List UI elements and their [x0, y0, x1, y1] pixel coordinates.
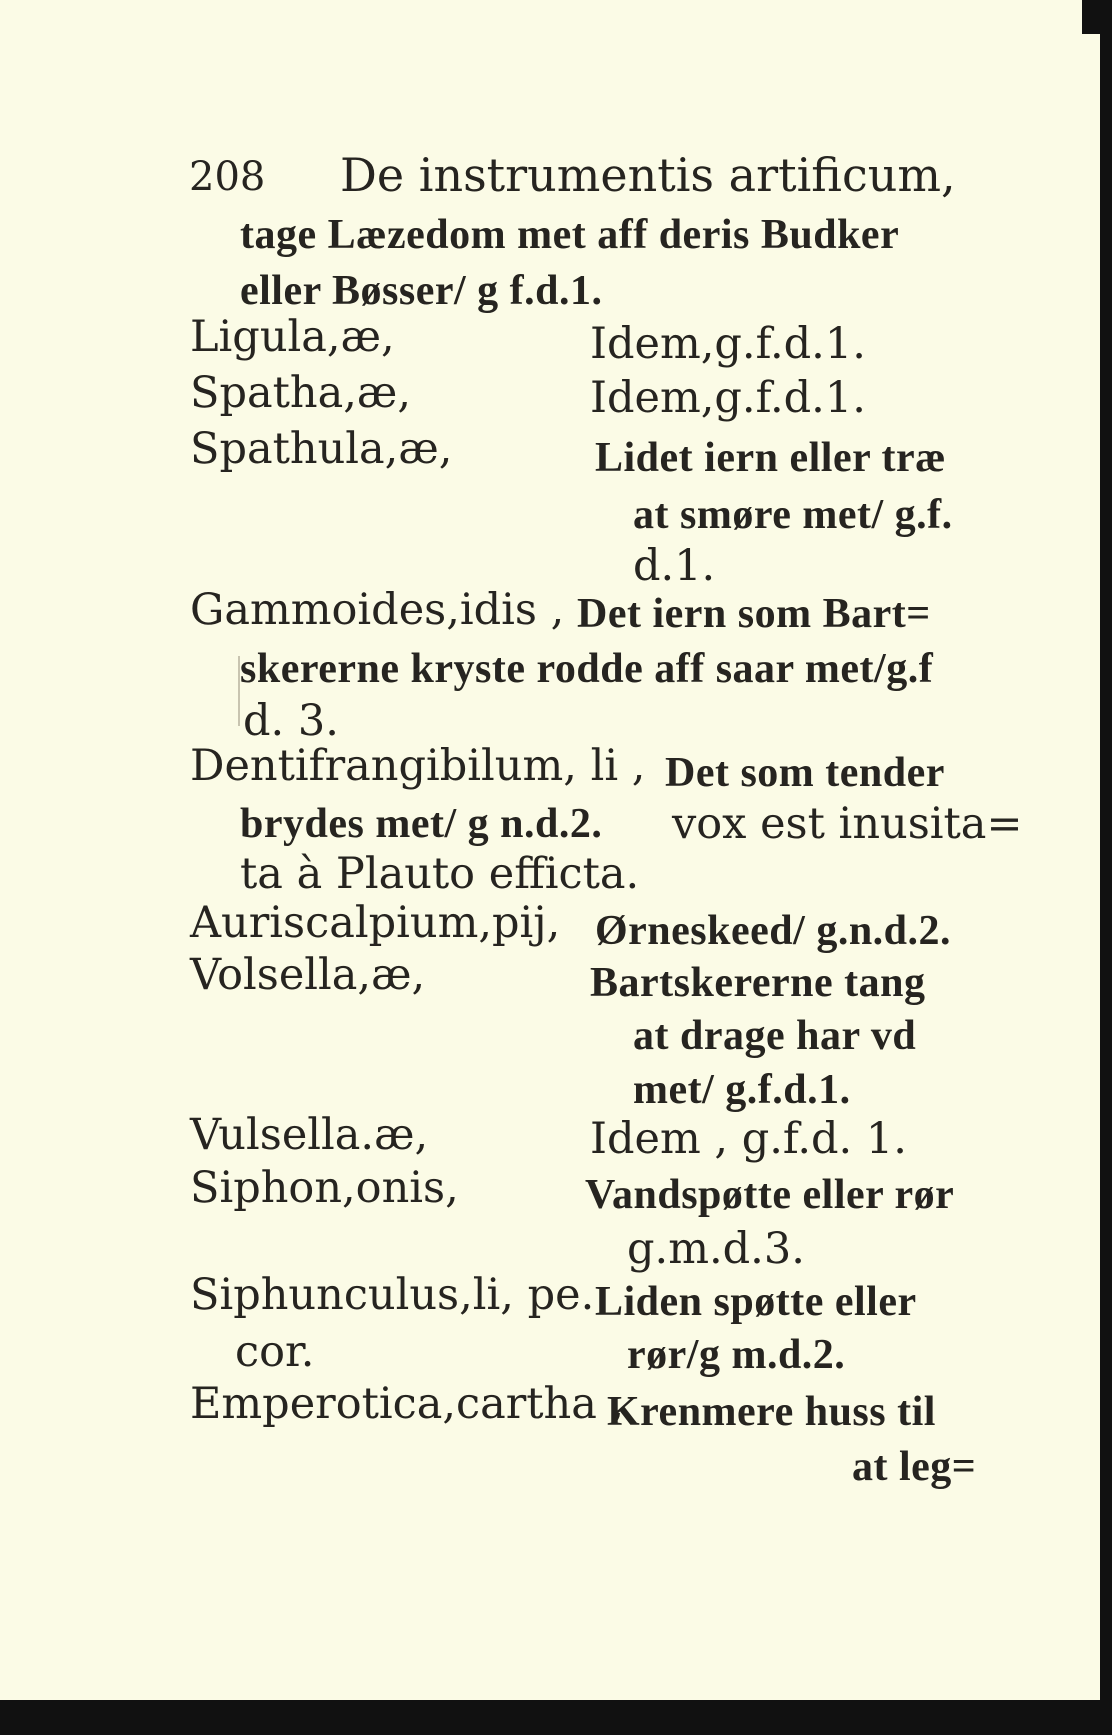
scan-border-right — [1100, 0, 1112, 1735]
entry-gloss: met/ g.f.d.1. — [633, 1067, 851, 1113]
print-rule — [238, 656, 240, 726]
entry-term: Spathula,æ, — [190, 424, 453, 474]
text-line: eller Bøsser/ g f.d.1. — [240, 268, 603, 314]
entry-term: Emperotica,cartha , — [190, 1379, 625, 1429]
entry-term: Volsella,æ, — [190, 950, 426, 1000]
entry-gloss: Idem,g.f.d.1. — [590, 319, 866, 369]
entry-gloss: rør/g m.d.2. — [627, 1332, 846, 1378]
entry-term: Siphunculus,li, pe. — [190, 1270, 595, 1320]
entry-term: cor. — [235, 1327, 315, 1377]
entry-gloss: d. 3. — [243, 696, 339, 746]
entry-term: Siphon,onis, — [190, 1163, 459, 1213]
entry-gloss: skererne kryste rodde aff saar met/g.f — [240, 646, 934, 692]
catchword: at leg= — [852, 1444, 977, 1490]
running-title: De instrumentis artificum, — [340, 148, 956, 202]
scan-border-bottom — [0, 1700, 1112, 1735]
entry-term: Spatha,æ, — [190, 368, 411, 418]
corner-mark — [1082, 0, 1100, 34]
entry-gloss: Idem , g.f.d. 1. — [590, 1114, 907, 1164]
entry-gloss: Ørneskeed/ g.n.d.2. — [595, 908, 952, 954]
entry-gloss: Bartskererne tang — [590, 960, 926, 1006]
entry-term: Ligula,æ, — [190, 312, 395, 362]
page-number: 208 — [189, 154, 266, 200]
entry-term: Gammoides,idis , — [190, 585, 565, 635]
entry-gloss: Det som tender — [665, 750, 945, 796]
entry-term: Auriscalpium,pij, — [190, 898, 561, 948]
entry-gloss: d.1. — [633, 541, 716, 591]
entry-gloss: Det iern som Bart= — [577, 591, 931, 637]
entry-gloss: Lidet iern eller træ — [595, 435, 946, 481]
entry-term: Dentifrangibilum, li , — [190, 741, 646, 791]
text-line: tage Læzedom met aff deris Budker — [240, 212, 900, 258]
entry-gloss: Vandspøtte eller rør — [585, 1172, 955, 1218]
entry-note: vox est inusita= — [672, 799, 1023, 849]
entry-gloss: at drage har vd — [633, 1013, 917, 1059]
entry-gloss: brydes met/ g n.d.2. — [240, 801, 603, 847]
entry-gloss: Liden spøtte eller — [595, 1279, 917, 1325]
entry-gloss: Idem,g.f.d.1. — [590, 373, 866, 423]
entry-gloss: Krenmere huss til — [607, 1389, 936, 1435]
entry-gloss: at smøre met/ g.f. — [633, 492, 953, 538]
entry-term: Vulsella.æ, — [190, 1110, 429, 1160]
entry-note: ta à Plauto efficta. — [240, 849, 640, 899]
entry-gloss: g.m.d.3. — [627, 1224, 805, 1274]
